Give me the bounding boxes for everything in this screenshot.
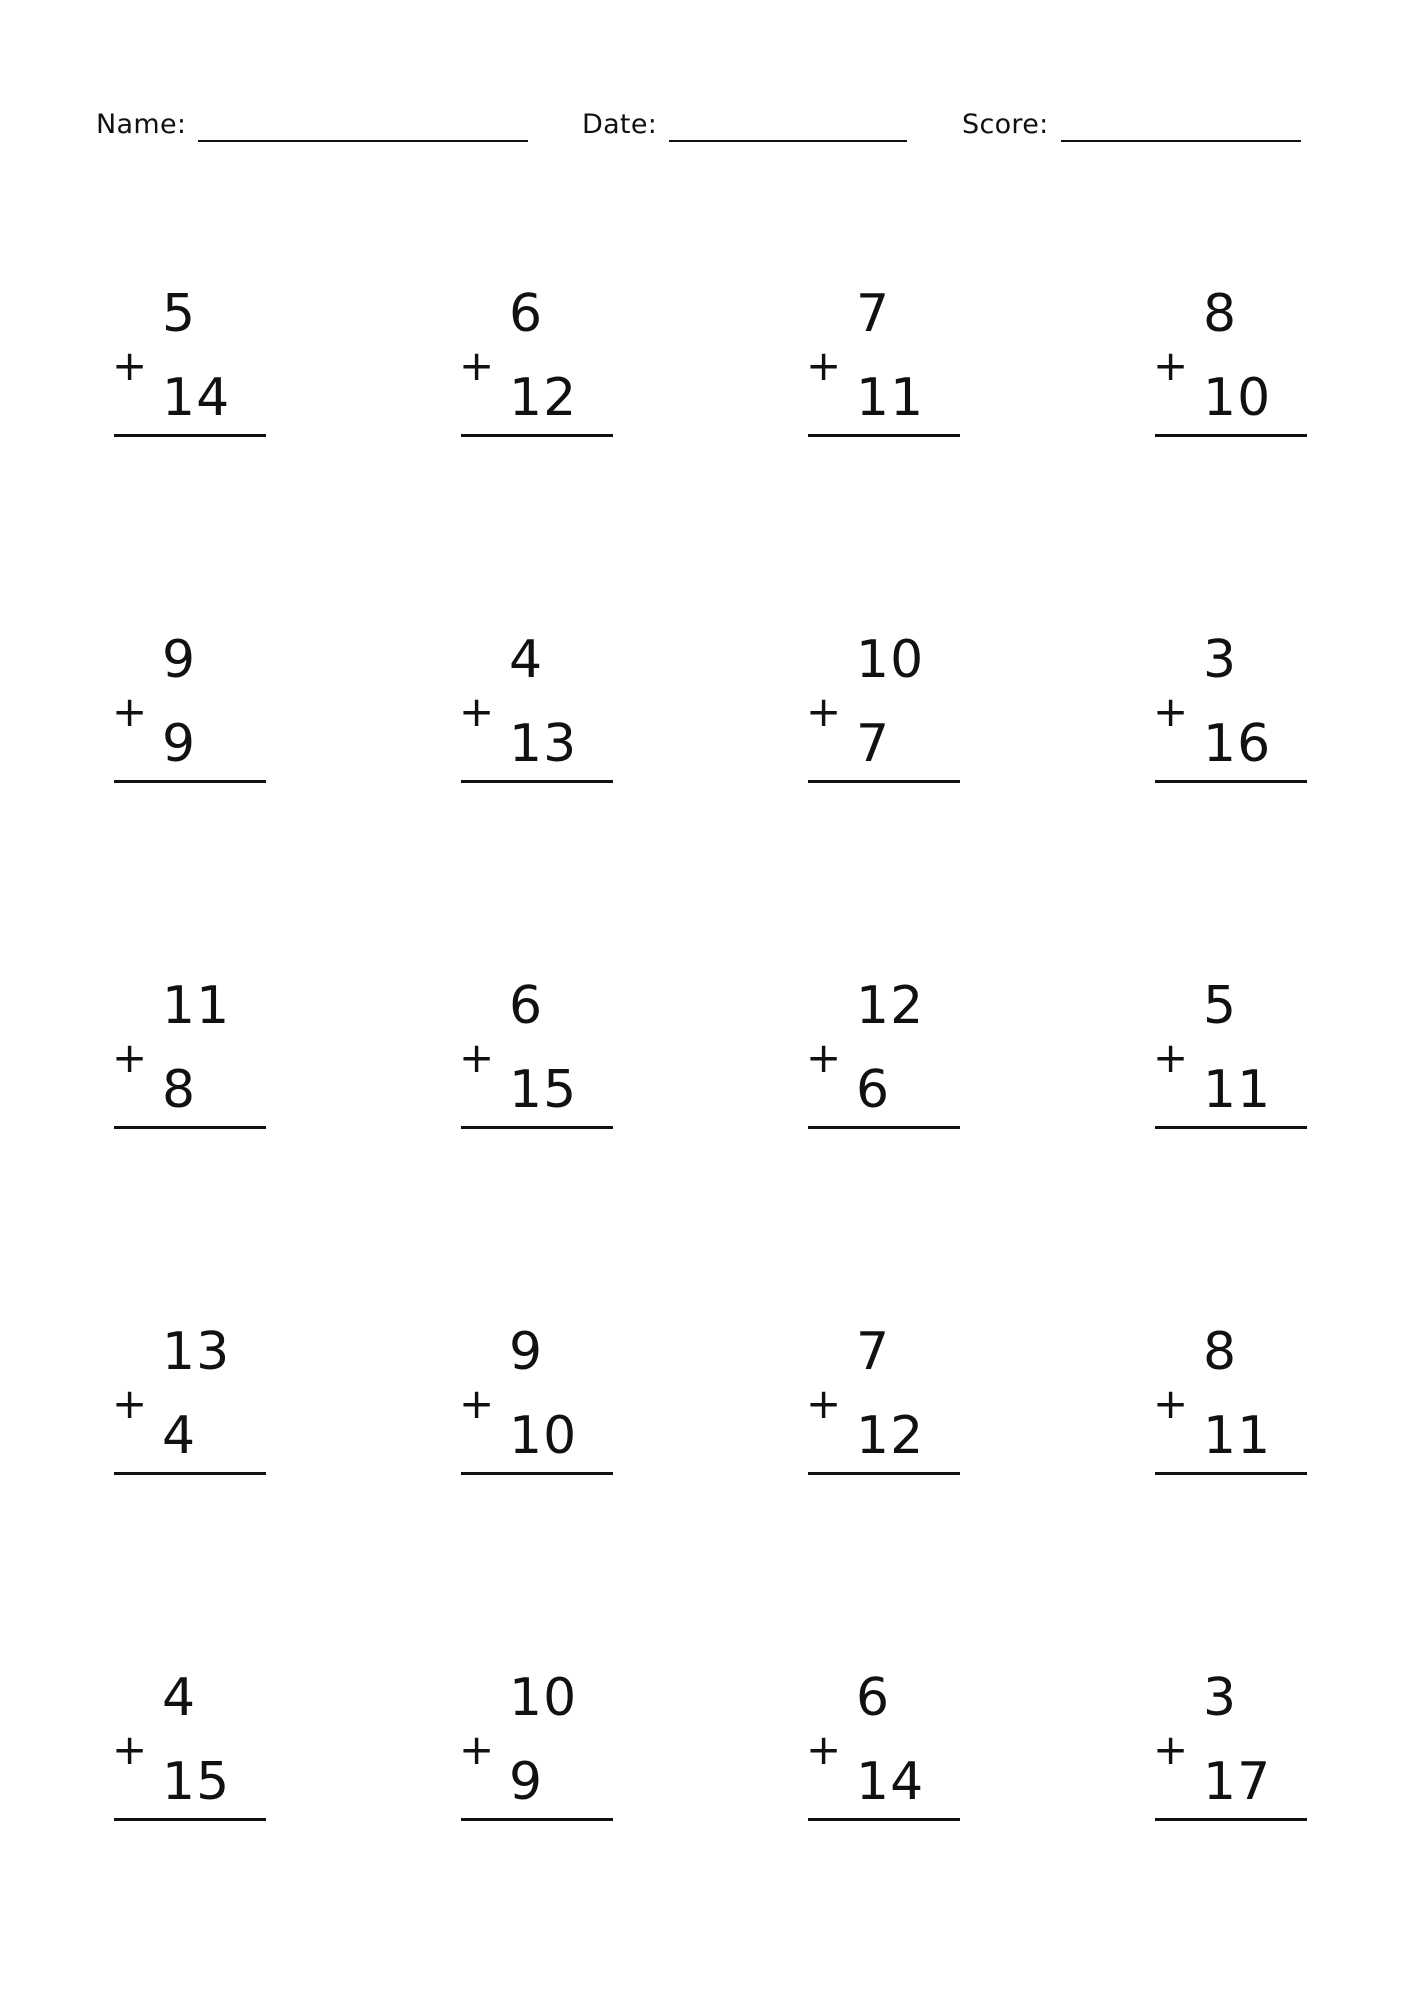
addition-problem: [110, 1320, 266, 1490]
top-addend: 3: [1203, 1668, 1238, 1728]
bottom-addend: 11: [1203, 1060, 1272, 1120]
name-label: Name:: [96, 109, 187, 140]
answer-line[interactable]: [808, 780, 960, 783]
top-addend: 5: [1203, 976, 1238, 1036]
plus-sign: +: [459, 1033, 495, 1082]
name-field: [96, 104, 528, 140]
addition-problem: [457, 1666, 613, 1836]
addition-problem: [110, 1666, 266, 1836]
top-addend: 10: [856, 630, 925, 690]
bottom-addend: 9: [162, 714, 197, 774]
addition-problem: [457, 1320, 613, 1490]
plus-sign: +: [112, 341, 148, 390]
top-addend: 7: [856, 284, 891, 344]
answer-line[interactable]: [808, 434, 960, 437]
top-addend: 8: [1203, 1322, 1238, 1382]
top-addend: 6: [509, 976, 544, 1036]
bottom-addend: 12: [509, 368, 578, 428]
answer-line[interactable]: [114, 780, 266, 783]
plus-sign: +: [112, 1033, 148, 1082]
plus-sign: +: [459, 1379, 495, 1428]
addition-problem: [1151, 1320, 1307, 1490]
plus-sign: +: [1153, 687, 1189, 736]
answer-line[interactable]: [1155, 434, 1307, 437]
plus-sign: +: [806, 341, 842, 390]
worksheet-header: [96, 104, 1318, 144]
bottom-addend: 12: [856, 1406, 925, 1466]
addition-problem: [1151, 1666, 1307, 1836]
answer-line[interactable]: [461, 1126, 613, 1129]
bottom-addend: 9: [509, 1752, 544, 1812]
top-addend: 6: [509, 284, 544, 344]
plus-sign: +: [1153, 1033, 1189, 1082]
addition-problem: [804, 628, 960, 798]
top-addend: 4: [509, 630, 544, 690]
plus-sign: +: [1153, 1379, 1189, 1428]
bottom-addend: 11: [856, 368, 925, 428]
bottom-addend: 17: [1203, 1752, 1272, 1812]
bottom-addend: 4: [162, 1406, 197, 1466]
answer-line[interactable]: [1155, 1472, 1307, 1475]
top-addend: 13: [162, 1322, 231, 1382]
plus-sign: +: [112, 687, 148, 736]
top-addend: 6: [856, 1668, 891, 1728]
top-addend: 11: [162, 976, 231, 1036]
answer-line[interactable]: [808, 1126, 960, 1129]
top-addend: 10: [509, 1668, 578, 1728]
plus-sign: +: [459, 687, 495, 736]
addition-problem: [1151, 282, 1307, 452]
addition-problem: [1151, 628, 1307, 798]
addition-problem: [804, 1320, 960, 1490]
answer-line[interactable]: [1155, 780, 1307, 783]
top-addend: 8: [1203, 284, 1238, 344]
bottom-addend: 7: [856, 714, 891, 774]
addition-problem: [457, 282, 613, 452]
addition-problem: [804, 282, 960, 452]
top-addend: 5: [162, 284, 197, 344]
answer-line[interactable]: [461, 780, 613, 783]
bottom-addend: 15: [162, 1752, 231, 1812]
answer-line[interactable]: [114, 1818, 266, 1821]
answer-line[interactable]: [808, 1472, 960, 1475]
addition-problem: [804, 1666, 960, 1836]
plus-sign: +: [806, 1033, 842, 1082]
addition-problem: [457, 628, 613, 798]
bottom-addend: 14: [162, 368, 231, 428]
addition-problem: [457, 974, 613, 1144]
top-addend: 7: [856, 1322, 891, 1382]
score-field: [962, 104, 1301, 140]
top-addend: 12: [856, 976, 925, 1036]
plus-sign: +: [459, 341, 495, 390]
bottom-addend: 13: [509, 714, 578, 774]
plus-sign: +: [112, 1379, 148, 1428]
bottom-addend: 11: [1203, 1406, 1272, 1466]
answer-line[interactable]: [114, 1472, 266, 1475]
addition-problem: [110, 282, 266, 452]
bottom-addend: 15: [509, 1060, 578, 1120]
date-field: [582, 104, 907, 140]
bottom-addend: 10: [1203, 368, 1272, 428]
plus-sign: +: [1153, 1725, 1189, 1774]
bottom-addend: 14: [856, 1752, 925, 1812]
bottom-addend: 6: [856, 1060, 891, 1120]
answer-line[interactable]: [1155, 1818, 1307, 1821]
bottom-addend: 16: [1203, 714, 1272, 774]
plus-sign: +: [806, 1379, 842, 1428]
score-label: Score:: [962, 109, 1049, 140]
answer-line[interactable]: [1155, 1126, 1307, 1129]
answer-line[interactable]: [461, 434, 613, 437]
addition-problem: [110, 628, 266, 798]
date-blank[interactable]: [669, 140, 907, 142]
score-blank[interactable]: [1061, 140, 1301, 142]
plus-sign: +: [806, 687, 842, 736]
plus-sign: +: [459, 1725, 495, 1774]
bottom-addend: 8: [162, 1060, 197, 1120]
addition-problem: [110, 974, 266, 1144]
top-addend: 9: [509, 1322, 544, 1382]
answer-line[interactable]: [461, 1472, 613, 1475]
date-label: Date:: [582, 109, 658, 140]
name-blank[interactable]: [198, 140, 528, 142]
top-addend: 9: [162, 630, 197, 690]
bottom-addend: 10: [509, 1406, 578, 1466]
addition-problem: [1151, 974, 1307, 1144]
top-addend: 4: [162, 1668, 197, 1728]
plus-sign: +: [1153, 341, 1189, 390]
answer-line[interactable]: [808, 1818, 960, 1821]
addition-problem: [804, 974, 960, 1144]
answer-line[interactable]: [114, 1126, 266, 1129]
answer-line[interactable]: [461, 1818, 613, 1821]
answer-line[interactable]: [114, 434, 266, 437]
plus-sign: +: [806, 1725, 842, 1774]
plus-sign: +: [112, 1725, 148, 1774]
top-addend: 3: [1203, 630, 1238, 690]
